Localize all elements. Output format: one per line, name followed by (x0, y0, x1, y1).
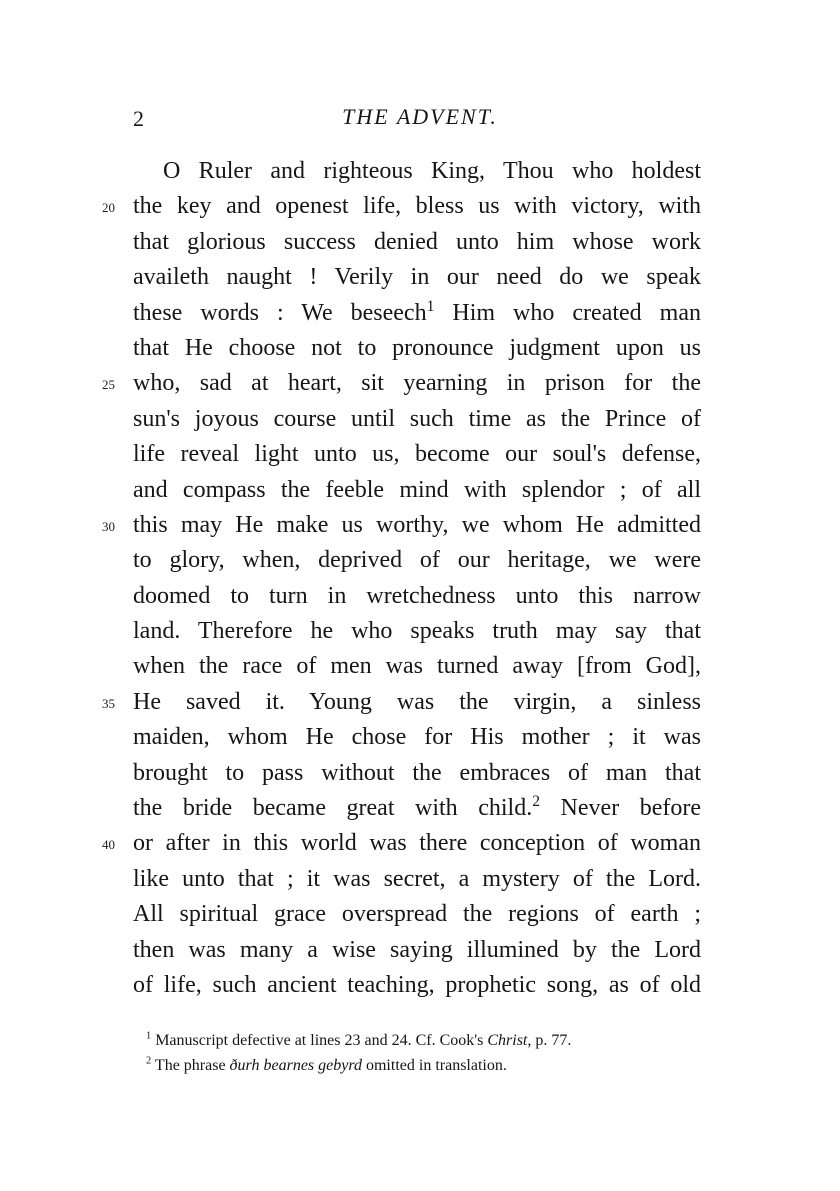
line-text: these words : We beseech (133, 299, 427, 326)
text-line (133, 614, 701, 649)
line-text: or after in this world was there conception of woman (133, 830, 701, 857)
line-text: who, sad at heart, sit yearning in prison for the (133, 370, 701, 397)
text-line (133, 897, 701, 932)
line-text: that He choose not to pronounce judgment upon us (133, 334, 701, 361)
line-text: land. Therefore he who speaks truth may say that (133, 618, 701, 645)
footnote-text: Manuscript defective at lines 23 and 24. Cf. Cook's (151, 1032, 488, 1049)
footnote-marker: 2 (146, 1055, 152, 1067)
footnote (146, 1053, 706, 1078)
line-text: brought to pass without the embraces of man that (133, 759, 701, 786)
line-text: Never before (540, 795, 702, 822)
line-text: sun's joyous course until such time as the Prince of (133, 405, 701, 432)
footnote-italic: ðurh bearnes gebyrd (229, 1057, 362, 1074)
footnote-reference: 1 (426, 297, 435, 315)
line-text: He saved it. Young was the virgin, a sinless (133, 688, 701, 715)
text-line (133, 437, 701, 472)
text-line (102, 508, 701, 543)
line-text: and compass the feeble mind with splendor ; of all (133, 476, 701, 503)
text-line (133, 296, 701, 331)
text-line (133, 225, 701, 260)
text-line (133, 720, 701, 755)
line-text: the bride became great with child. (133, 795, 533, 822)
footnote-reference: 2 (532, 793, 541, 811)
footnotes (146, 1028, 706, 1078)
text-line (133, 791, 701, 826)
running-head: THE ADVENT. (342, 104, 498, 129)
text-line (102, 366, 701, 401)
line-text: that glorious success denied unto him whose work (133, 228, 701, 255)
text-line (102, 189, 701, 224)
page-number: 2 (133, 106, 144, 131)
line-text: Him who created man (434, 299, 701, 326)
text-line (102, 685, 701, 720)
line-text: like unto that ; it was secret, a mystery of the Lord. (133, 865, 701, 892)
body-text (102, 154, 702, 1003)
text-line (133, 649, 701, 684)
line-number: 30 (102, 518, 115, 534)
text-line (133, 756, 701, 791)
line-text: O Ruler and righteous King, Thou who holdest (163, 158, 701, 184)
line-text: then was many a wise saying illumined by the Lord (133, 936, 701, 963)
text-line (133, 260, 701, 295)
text-line (133, 331, 701, 366)
footnote-marker: 1 (146, 1030, 152, 1042)
line-number: 20 (102, 200, 115, 216)
line-text: of life, such ancient teaching, prophetic song, as of old (133, 971, 701, 998)
text-line (133, 933, 701, 968)
text-line (133, 402, 701, 437)
text-line (133, 543, 701, 578)
line-text: to glory, when, deprived of our heritage, we were (133, 547, 701, 574)
text-line (133, 862, 701, 897)
line-text: when the race of men was turned away [from God], (133, 653, 701, 680)
text-line (133, 968, 701, 1003)
line-text: maiden, whom He chose for His mother ; it was (133, 724, 701, 751)
footnote-text: The phrase (151, 1057, 230, 1074)
text-line (133, 154, 701, 189)
line-text: life reveal light unto us, become our soul's defense, (133, 441, 701, 468)
footnote-text: omitted in translation. (361, 1057, 507, 1074)
line-text: the key and openest life, bless us with victory, with (133, 193, 701, 220)
line-text: this may He make us worthy, we whom He admitted (133, 511, 701, 538)
line-text: All spiritual grace overspread the regions of earth ; (133, 901, 701, 928)
text-line (133, 473, 701, 508)
footnote-text: , p. 77. (527, 1032, 572, 1049)
text-line (102, 826, 701, 861)
line-text: availeth naught ! Verily in our need do we speak (133, 264, 701, 291)
line-number: 25 (102, 377, 115, 393)
line-number: 35 (102, 695, 115, 711)
footnote-italic: Christ (487, 1032, 528, 1049)
text-line (133, 579, 701, 614)
line-number: 40 (102, 837, 115, 853)
line-text: doomed to turn in wretchedness unto this narrow (133, 582, 701, 609)
footnote (146, 1028, 706, 1053)
